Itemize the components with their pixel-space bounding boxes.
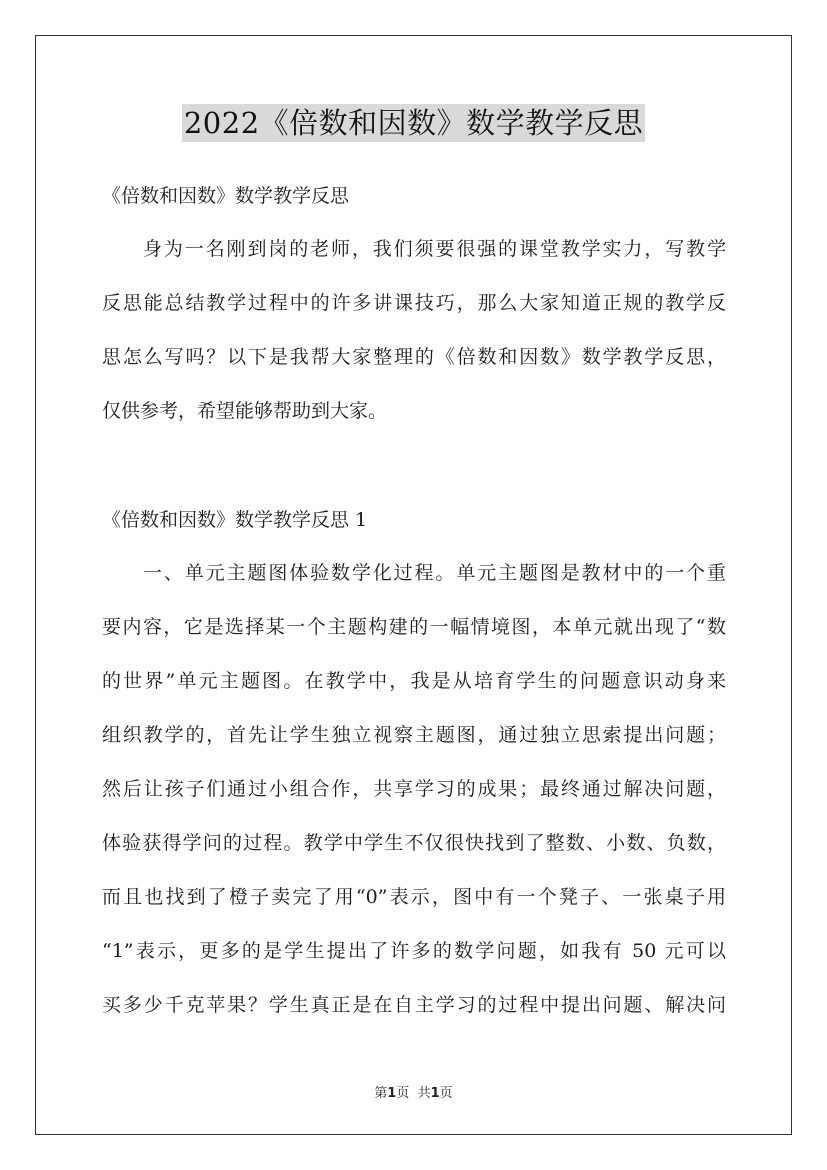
footer-total-suffix: 页 — [439, 1086, 453, 1101]
footer-total-number: 1 — [430, 1086, 440, 1101]
title-container — [0, 104, 827, 142]
intro-line-3: 思怎么写吗？以下是我帮大家整理的《倍数和因数》数学教学反思， — [102, 346, 726, 368]
page-footer — [0, 1082, 827, 1101]
footer-page-number: 1 — [387, 1086, 397, 1101]
footer-page-prefix: 第 — [374, 1086, 388, 1101]
document-title: 2022《倍数和因数》数学教学反思 — [183, 106, 644, 140]
section-title: 《倍数和因数》数学教学反思 1 — [102, 509, 368, 531]
intro-line-2: 反思能总结教学过程中的许多讲课技巧，那么大家知道正规的教学反 — [102, 292, 726, 314]
intro-line-4: 仅供参考，希望能够帮助到大家。 — [102, 400, 388, 422]
body-line-1: 一、单元主题图体验数学化过程。单元主题图是教材中的一个重 — [143, 562, 726, 584]
body-line-7: 而且也找到了橙子卖完了用“0”表示，图中有一个凳子、一张桌子用 — [102, 886, 726, 908]
subtitle: 《倍数和因数》数学教学反思 — [102, 185, 350, 207]
intro-line-1: 身为一名刚到岗的老师，我们须要很强的课堂教学实力，写教学 — [143, 238, 726, 260]
body-line-9: 买多少千克苹果？学生真正是在自主学习的过程中提出问题、解决问 — [102, 994, 726, 1016]
body-line-3: 的世界”单元主题图。在教学中，我是从培育学生的问题意识动身来 — [102, 670, 726, 692]
body-line-2: 要内容，它是选择某一个主题构建的一幅情境图，本单元就出现了“数 — [102, 616, 726, 638]
footer-page-suffix: 页 — [396, 1086, 410, 1101]
body-line-4: 组织教学的，首先让学生独立视察主题图，通过独立思索提出问题； — [102, 724, 726, 746]
footer-total-prefix: 共 — [417, 1086, 431, 1101]
body-line-6: 体验获得学问的过程。教学中学生不仅很快找到了整数、小数、负数， — [102, 832, 726, 854]
body-line-8: “1”表示，更多的是学生提出了许多的数学问题，如我有 50 元可以 — [102, 940, 726, 962]
body-line-5: 然后让孩子们通过小组合作，共享学习的成果；最终通过解决问题， — [102, 778, 726, 800]
